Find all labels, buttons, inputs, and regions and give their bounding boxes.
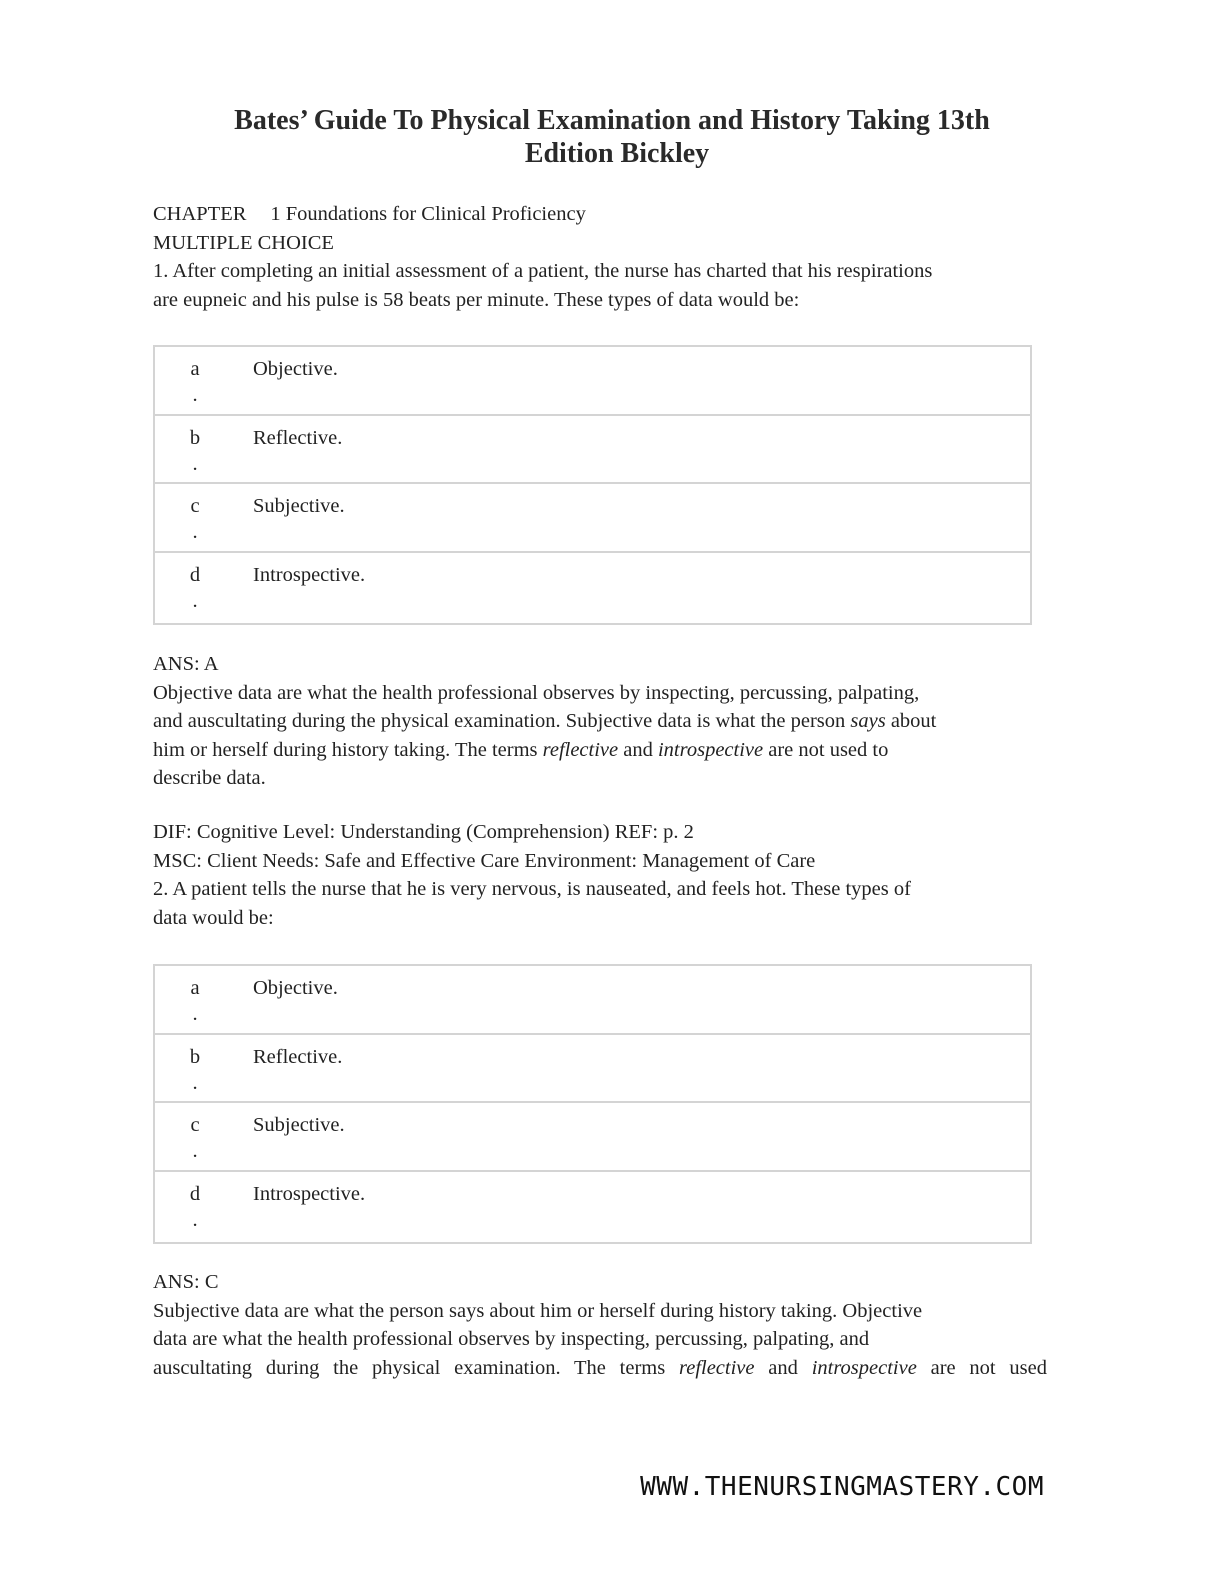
question-1-stem (153, 257, 1053, 314)
rationale-text: are not used to (763, 738, 889, 761)
footer-website: WWW.THENURSINGMASTERY.COM (640, 1472, 1044, 1502)
question-1-option-b (155, 416, 1030, 485)
rationale-text: about (885, 710, 937, 732)
rationale-text: auscultating during the physical examination. The terms (153, 1356, 679, 1379)
question-2-answer-block (153, 1268, 1053, 1382)
rationale-line: Subjective data are what the person says about him or herself during history taking. Objective (153, 1299, 923, 1322)
question-1-answer-block (153, 650, 1053, 793)
option-text: Subjective. (253, 495, 345, 517)
question-2-option-c (155, 1103, 1030, 1172)
section-heading: MULTIPLE CHOICE (153, 231, 334, 254)
option-dot: . (192, 521, 198, 543)
rationale-line (153, 1354, 1047, 1383)
option-text: Introspective. (253, 1182, 366, 1205)
option-text: Reflective. (253, 426, 343, 449)
question-2-option-b (155, 1035, 1030, 1104)
question-1-msc: MSC: Client Needs: Safe and Effective Care Environment: Management of Care (153, 849, 816, 872)
rationale-line: data are what the health professional observes by inspecting, percussing, palpating, and (153, 1328, 870, 1350)
title-line-2: Edition Bickley (524, 138, 710, 169)
question-2-rationale (153, 1297, 1053, 1383)
option-dot: . (192, 1071, 198, 1094)
option-text: Objective. (253, 358, 338, 380)
question-2-stem-line-1: 2. A patient tells the nurse that he is very nervous, is nauseated, and feels hot. These types of (153, 878, 911, 900)
rationale-line (153, 736, 1053, 765)
option-letter: b (189, 426, 201, 449)
option-letter: b (189, 1045, 201, 1068)
option-dot: . (192, 1208, 198, 1231)
option-dot: . (192, 589, 198, 612)
rationale-emphasis: introspective (811, 1356, 917, 1379)
chapter-title: 1 Foundations for Clinical Proficiency (270, 203, 586, 225)
rationale-text: and auscultating during the physical examination. Subjective data is what the person (153, 710, 851, 732)
option-text: Introspective. (253, 563, 366, 586)
question-1-stem-line-2: are eupneic and his pulse is 58 beats per minute. These types of data would be: (153, 288, 800, 311)
question-2-stem-line-2: data would be: (153, 906, 274, 929)
rationale-line: Objective data are what the health professional observes by inspecting, percussing, palpating, (153, 681, 920, 704)
option-letter: a (190, 977, 200, 999)
rationale-emphasis: introspective (657, 738, 764, 761)
chapter-header (153, 200, 1053, 314)
option-dot: . (192, 1003, 198, 1025)
question-2-answer: ANS: C (153, 1271, 219, 1293)
rationale-emphasis: says (850, 710, 886, 732)
question-1-difficulty: DIF: Cognitive Level: Understanding (Comprehension) REF: p. 2 (153, 821, 694, 843)
rationale-text: and (618, 738, 658, 761)
option-dot: . (192, 1140, 198, 1162)
option-text: Objective. (253, 977, 338, 999)
title-line-1: Bates’ Guide To Physical Examination and History Taking 13th (234, 105, 990, 136)
question-1-stem-line-1: 1. After completing an initial assessment of a patient, the nurse has charted that his respirations (153, 260, 933, 282)
question-1-answer: ANS: A (153, 653, 219, 675)
rationale-text: are not used (916, 1356, 1047, 1379)
question-1-option-a (155, 347, 1030, 416)
question-1-option-d (155, 553, 1030, 622)
option-letter: c (190, 1114, 200, 1136)
rationale-text: him or herself during history taking. The terms (153, 738, 543, 761)
option-letter: d (189, 563, 201, 586)
option-dot: . (192, 384, 198, 406)
chapter-label: CHAPTER (153, 203, 247, 225)
question-1-option-c (155, 484, 1030, 553)
question-2-stem (153, 875, 1053, 932)
rationale-emphasis: reflective (542, 738, 619, 761)
option-letter: c (190, 495, 200, 517)
rationale-line (153, 707, 1053, 736)
question-1-options-table (153, 345, 1032, 625)
question-2-options-table (153, 964, 1032, 1244)
question-2-option-d (155, 1172, 1030, 1241)
rationale-emphasis: reflective (679, 1356, 755, 1379)
question-1-meta-block (153, 818, 1053, 932)
document-title (0, 104, 1224, 170)
option-dot: . (192, 452, 198, 475)
option-letter: a (190, 358, 200, 380)
question-1-rationale (153, 679, 1053, 793)
rationale-text: and (754, 1356, 812, 1379)
rationale-line: describe data. (153, 767, 266, 789)
option-text: Subjective. (253, 1114, 345, 1136)
question-2-option-a (155, 966, 1030, 1035)
option-text: Reflective. (253, 1045, 343, 1068)
option-letter: d (189, 1182, 201, 1205)
